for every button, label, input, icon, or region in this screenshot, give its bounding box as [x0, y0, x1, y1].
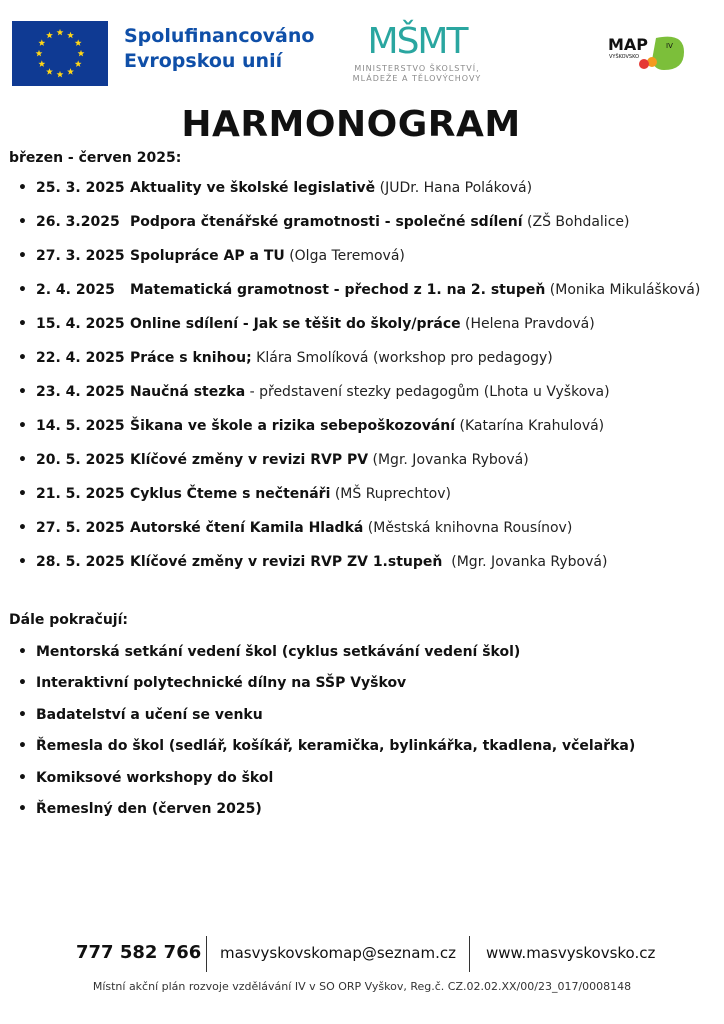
event-date: 20. 5. 2025: [36, 452, 125, 468]
event-detail: (Mgr. Jovanka Rybová): [368, 452, 529, 468]
footer-email[interactable]: masvyskovskomap@seznam.cz: [220, 944, 456, 962]
continuing-label: Dále pokračují:: [9, 612, 128, 628]
event-item: [18, 212, 700, 246]
event-detail: - představení stezky pedagogům (Lhota u Vyškova): [245, 384, 610, 400]
event-title: Klíčové změny v revizi RVP PV: [130, 452, 369, 468]
continuing-item: • Badatelství a učení se venku: [18, 705, 635, 736]
event-item: [18, 552, 700, 586]
eu-star-icon: [46, 32, 53, 39]
map-vyskovsko-logo: [606, 30, 688, 76]
map-text: MAP: [608, 35, 649, 54]
msmt-mark: MŠMT: [367, 21, 467, 62]
event-item: [18, 280, 700, 314]
event-item: [18, 178, 700, 212]
event-detail: (MŠ Ruprechtov): [330, 486, 451, 502]
continuing-item: • Komiksové workshopy do škol: [18, 768, 635, 799]
continuing-item: • Interaktivní polytechnické dílny na SŠP Vyškov: [18, 673, 635, 704]
event-detail: (ZŠ Bohdalice): [522, 214, 630, 230]
msmt-logo: [342, 20, 492, 84]
event-item: [18, 416, 700, 450]
eu-star-icon: [78, 50, 85, 57]
event-detail: (Katarína Krahulová): [455, 418, 605, 434]
continuing-list: [18, 642, 635, 830]
event-date: 22. 4. 2025: [36, 350, 125, 366]
footer-note: Místní akční plán rozvoje vzdělávání IV v SO ORP Vyškov, Reg.č. CZ.02.02.XX/00/23_017/0008148: [92, 980, 632, 993]
eu-star-icon: [67, 68, 74, 75]
map-sub: VYŠKOVSKO: [609, 54, 640, 60]
event-item: [18, 382, 700, 416]
event-detail: (JUDr. Hana Poláková): [375, 180, 533, 196]
event-date: 15. 4. 2025: [36, 316, 125, 332]
event-item: [18, 314, 700, 348]
map-red-dot: [639, 59, 649, 69]
event-title: Klíčové změny v revizi RVP ZV 1.stupeň: [130, 554, 443, 570]
event-detail: Klára Smolíková (workshop pro pedagogy): [251, 350, 553, 366]
event-detail: (Helena Pravdová): [460, 316, 595, 332]
eu-stars-icon: [12, 21, 108, 86]
msmt-line-1: MINISTERSTVO ŠKOLSTVÍ,: [354, 64, 480, 73]
eu-star-icon: [46, 68, 53, 75]
event-detail: (Městská knihovna Rousínov): [363, 520, 573, 536]
eu-star-icon: [38, 60, 45, 67]
event-title: Podpora čtenářské gramotnosti - společné sdílení: [130, 214, 523, 230]
eu-line-1: Spolufinancováno: [124, 25, 315, 47]
event-item: [18, 450, 700, 484]
event-date: 26. 3.2025: [36, 214, 120, 230]
continuing-item: • Mentorská setkání vedení škol (cyklus setkávání vedení škol): [18, 642, 635, 673]
event-item: [18, 484, 700, 518]
event-date: 23. 4. 2025: [36, 384, 125, 400]
event-item: [18, 246, 700, 280]
footer-website[interactable]: www.masvyskovsko.cz: [486, 944, 656, 962]
footer-phone: 777 582 766: [76, 942, 202, 963]
continuing-item: • Řemesla do škol (sedlář, košíkář, keramička, bylinkářka, tkadlena, včelařka): [18, 736, 635, 767]
event-detail: (Olga Teremová): [284, 248, 405, 264]
eu-star-icon: [75, 60, 82, 67]
event-date: 21. 5. 2025: [36, 486, 125, 502]
eu-flag-logo: [12, 21, 108, 86]
period-label: březen - červen 2025:: [9, 150, 182, 166]
event-date: 27. 3. 2025: [36, 248, 125, 264]
event-date: 14. 5. 2025: [36, 418, 125, 434]
map-roman: IV: [666, 42, 673, 50]
map-logo-graphic: [606, 30, 688, 76]
event-detail: (Mgr. Jovanka Rybová): [442, 554, 608, 570]
event-title: Práce s knihou;: [130, 350, 252, 366]
event-title: Spolupráce AP a TU: [130, 248, 285, 264]
event-date: 27. 5. 2025: [36, 520, 125, 536]
event-title: Aktuality ve školské legislativě: [130, 180, 376, 196]
event-date: 2. 4. 2025: [36, 282, 115, 298]
eu-star-icon: [67, 32, 74, 39]
eu-star-icon: [57, 71, 64, 78]
footer-divider: [469, 936, 470, 972]
eu-star-icon: [38, 39, 45, 46]
event-title: Šikana ve škole a rizika sebepoškozování: [130, 418, 456, 434]
event-title: Matematická gramotnost - přechod z 1. na 2. stupeň: [130, 282, 546, 298]
event-title: Naučná stezka: [130, 384, 246, 400]
event-title: Autorské čtení Kamila Hladká: [130, 520, 364, 536]
eu-star-icon: [36, 50, 43, 57]
event-title: Online sdílení - Jak se těšit do školy/práce: [130, 316, 461, 332]
msmt-line-2: MLÁDEŽE A TĚLOVÝCHOVY: [352, 74, 482, 83]
event-title: Cyklus Čteme s nečtenáři: [130, 486, 331, 502]
eu-star-icon: [57, 29, 64, 36]
eu-star-icon: [75, 39, 82, 46]
eu-cofinanced-text: [124, 24, 314, 74]
events-list: [18, 178, 700, 586]
eu-line-2: Evropskou unií: [124, 50, 283, 72]
page-title: HARMONOGRAM: [181, 104, 521, 145]
event-item: [18, 348, 700, 382]
event-detail: (Monika Mikulášková): [545, 282, 701, 298]
event-item: [18, 518, 700, 552]
event-date: 25. 3. 2025: [36, 180, 125, 196]
event-date: 28. 5. 2025: [36, 554, 125, 570]
footer-divider: [206, 936, 207, 972]
continuing-item: • Řemeslný den (červen 2025): [18, 799, 635, 830]
